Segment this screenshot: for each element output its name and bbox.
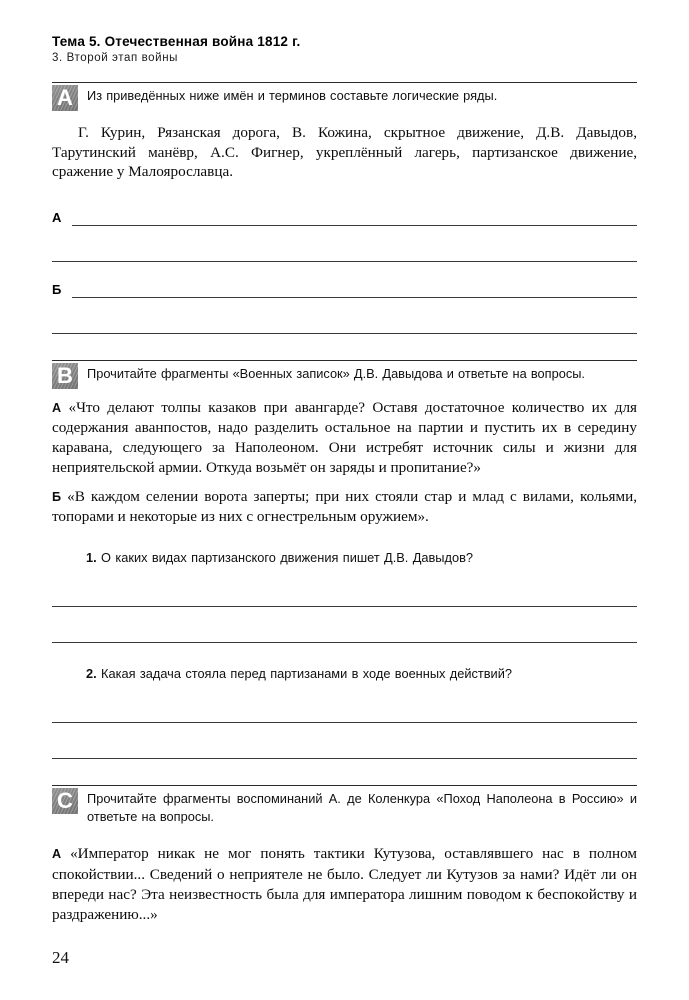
answer-row (52, 226, 637, 262)
task-b-instruction: Прочитайте фрагменты «Военных записок» Д.В. Давыдова и ответьте на вопросы. (87, 365, 585, 381)
answer-row (52, 687, 637, 723)
fragment-text-b: «В каждом селении ворота заперты; при них стояли стар и млад с вилами, кольями, топорами и некоторые из них с огнестрельным оружием». (52, 487, 638, 526)
letter-a-badge-icon: А (52, 85, 78, 111)
fragment-label-a: А (52, 400, 62, 415)
section-divider (52, 360, 637, 361)
question-2-text: Какая задача стояла перед партизанами в ходе военных действий? (101, 666, 512, 682)
answer-row (52, 190, 637, 226)
answer-row (52, 607, 637, 643)
task-c-fragment-a (52, 844, 637, 924)
task-b-header (52, 360, 637, 389)
answer-write-line[interactable] (52, 261, 637, 262)
question-2-answer-area (52, 687, 637, 759)
letter-s-badge-icon: С (52, 788, 78, 814)
fragment-label-a: А (52, 847, 62, 862)
answer-write-line[interactable] (52, 333, 637, 334)
task-b-fragment-b (52, 487, 637, 528)
task-a-terms-paragraph: Г. Курин, Рязанская дорога, В. Кожина, скрытное движение, Д.В. Давыдов, Тарутинский манёвр, А.С. Фигнер, укреплённый лагерь, партизанское движение, сражение у Малоярославца. (52, 124, 637, 180)
answer-row (52, 298, 637, 334)
document-header (52, 34, 637, 64)
answer-row (52, 262, 637, 298)
task-block-c (52, 785, 637, 924)
answer-write-line[interactable] (72, 225, 637, 226)
section-divider (52, 785, 637, 786)
task-b-fragment-a (52, 398, 637, 478)
section-divider (52, 82, 637, 83)
fragment-text-a: «Император никак не мог понять тактики Кутузова, оставлявшего нас в полном спокойствии... Сведений о неприятеле не было. Следует ли Кутузов за нами? Идёт ли он впереди нас? Эта неизвестность была для императора лишним поводом к беспокойству и раздражению...» (52, 845, 637, 923)
answer-row (52, 571, 637, 607)
answer-row (52, 723, 637, 759)
task-a-instruction: Из приведённых ниже имён и терминов составьте логические ряды. (87, 88, 498, 103)
answer-write-line[interactable] (52, 758, 637, 759)
page-subtitle: 3. Второй этап войны (52, 52, 179, 64)
question-1-answer-area (52, 571, 637, 643)
page-title: Тема 5. Отечественная война 1812 г. (52, 34, 301, 49)
question-1 (86, 549, 637, 567)
answer-write-line[interactable] (52, 642, 637, 643)
answer-write-line[interactable] (52, 722, 637, 723)
answer-write-line[interactable] (52, 606, 637, 607)
answer-label-a: А (52, 209, 62, 225)
answer-label-b: Б (52, 281, 62, 297)
question-2 (86, 665, 637, 683)
task-a-answer-area (52, 190, 637, 334)
page-number: 24 (52, 948, 69, 967)
question-2-number: 2. (86, 666, 97, 682)
question-1-number: 1. (86, 550, 97, 566)
task-block-a (52, 82, 637, 334)
task-c-header (52, 785, 637, 826)
question-1-text: О каких видах партизанского движения пишет Д.В. Давыдов? (101, 550, 473, 566)
fragment-text-a: «Что делают толпы казаков при авангарде? Оставя достаточное количество их для содержания аванпостов, надо разделить остальное на партии и пустить их в середину каравана, следующего за Наполеоном. Они истребят источник силы и жизни для неприятельской армии. Откуда возьмёт он заряды и пропитание?» (52, 398, 638, 476)
letter-v-badge-icon: В (52, 363, 78, 389)
answer-write-line[interactable] (72, 297, 637, 298)
task-a-header (52, 82, 637, 111)
fragment-label-b: Б (52, 489, 62, 504)
task-block-b (52, 360, 637, 760)
task-c-instruction: Прочитайте фрагменты воспоминаний А. де Коленкура «Поход Наполеона в Россию» и ответьте на вопросы. (87, 791, 637, 825)
